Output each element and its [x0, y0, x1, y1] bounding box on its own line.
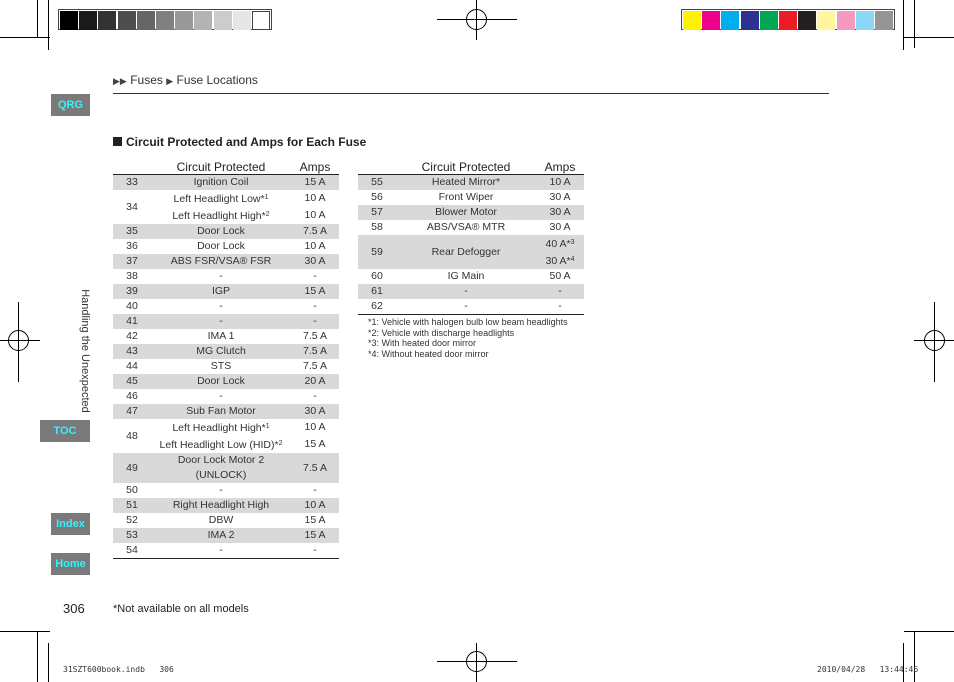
fuse-number: 49 — [113, 453, 151, 483]
color-bar — [681, 9, 895, 30]
circuit-cell: Blower Motor — [396, 205, 536, 220]
circuit-cell: - — [151, 314, 291, 329]
circuit-cell: ABS/VSA® MTR — [426, 221, 506, 233]
fuse-number: 33 — [113, 175, 151, 191]
circuit-cell: ABS FSR/VSA® FSR — [151, 254, 291, 269]
circuit-cell: Front Wiper — [438, 191, 494, 203]
footnote: *2: Vehicle with discharge headlights — [368, 327, 515, 338]
amps-cell: 10 A — [304, 192, 326, 204]
circuit-cell: - — [219, 270, 223, 282]
tab-home[interactable]: Home — [51, 553, 90, 575]
header-circuit: Circuit Protected — [396, 160, 536, 175]
color-swatch — [98, 11, 116, 30]
color-swatch — [875, 11, 893, 30]
circuit-cell: Left Headlight Low*$^1$ — [173, 193, 269, 205]
section-title: Circuit Protected and Amps for Each Fuse — [113, 135, 366, 149]
footnotes — [368, 317, 568, 359]
fuse-number: 59 — [358, 235, 396, 269]
table-row — [113, 389, 339, 404]
fuse-number: 52 — [126, 514, 138, 526]
table-row — [113, 175, 339, 191]
fuse-number: 42 — [126, 330, 138, 342]
fuse-number: 53 — [113, 528, 151, 543]
table-row — [113, 344, 339, 359]
square-bullet-icon — [113, 137, 122, 146]
amps-cell: 10 A — [291, 498, 339, 513]
chapter-label: Handling the Unexpected — [79, 289, 91, 413]
color-swatch — [118, 11, 136, 30]
table-row — [113, 404, 339, 419]
fuse-number: 62 — [358, 299, 396, 315]
color-swatch — [194, 11, 212, 30]
table-row — [358, 269, 584, 284]
fuse-table-right — [358, 160, 584, 315]
amps-cell: - — [313, 270, 317, 282]
table-row — [113, 269, 339, 284]
fuse-number: 58 — [371, 221, 383, 233]
fuse-number: 45 — [113, 374, 151, 389]
table-row — [113, 299, 339, 314]
fuse-number: 46 — [126, 390, 138, 402]
amps-cell: 10 A — [304, 240, 326, 252]
circuit-cell: Ignition Coil — [151, 175, 291, 191]
table-row — [358, 175, 584, 191]
circuit-cell: STS — [210, 360, 232, 372]
print-timestamp: 2010/04/28 13:44:46 — [817, 665, 919, 674]
footnote: *4: Without heated door mirror — [368, 348, 489, 359]
circuit-cell: Heated Mirror* — [396, 175, 536, 191]
amps-cell: 15 A — [291, 284, 339, 299]
table-row — [113, 254, 339, 269]
color-swatch — [137, 11, 155, 30]
amps-cell: - — [536, 299, 584, 315]
color-swatch — [856, 11, 874, 30]
table-row — [113, 419, 339, 436]
table-row — [113, 190, 339, 207]
fuse-number: 39 — [113, 284, 151, 299]
color-swatch — [779, 11, 797, 30]
amps-cell: 20 A — [291, 374, 339, 389]
circuit-cell: DBW — [208, 514, 234, 526]
fuse-number: 36 — [126, 240, 138, 252]
amps-cell: - — [291, 543, 339, 559]
tab-qrg[interactable]: QRG — [51, 94, 90, 116]
circuit-cell: IMA 2 — [151, 528, 291, 543]
circuit-cell: Sub Fan Motor — [151, 404, 291, 419]
availability-note: *Not available on all models — [113, 603, 249, 615]
breadcrumb-arrow-icon: ▶▶ — [113, 76, 127, 86]
table-row — [113, 543, 339, 559]
color-swatch — [702, 11, 720, 30]
fuse-number: 34 — [126, 200, 138, 213]
amps-cell: 15 A — [291, 528, 339, 543]
header-fuse-number — [358, 160, 396, 175]
circuit-cell: Right Headlight High — [151, 498, 291, 513]
table-row — [113, 483, 339, 498]
circuit-cell: Door Lock — [151, 224, 291, 239]
amps-cell: 10 A — [536, 175, 584, 191]
color-swatch — [817, 11, 835, 30]
color-swatch — [798, 11, 816, 30]
fuse-number: 41 — [113, 314, 151, 329]
fuse-number: 50 — [126, 484, 138, 496]
circuit-cell: - — [396, 299, 536, 315]
fuse-number: 48 — [126, 429, 138, 442]
amps-cell: 15 A — [304, 514, 326, 526]
table-row — [113, 528, 339, 543]
fuse-number: 44 — [126, 360, 138, 372]
fuse-number: 38 — [126, 270, 138, 282]
fuse-number: 47 — [113, 404, 151, 419]
table-row — [113, 498, 339, 513]
breadcrumb-item-fuse-locations[interactable]: Fuse Locations — [176, 73, 258, 87]
amps-cell: 7.5 A — [291, 344, 339, 359]
table-row — [113, 359, 339, 374]
amps-cell: 7.5 A — [291, 224, 339, 239]
amps-cell: 15 A — [291, 175, 339, 191]
table-row — [358, 235, 584, 252]
fuse-number: 54 — [113, 543, 151, 559]
circuit-cell: - — [396, 284, 536, 299]
fuse-number: 56 — [371, 191, 383, 203]
table-row — [358, 190, 584, 205]
fuse-number: 57 — [358, 205, 396, 220]
circuit-cell: Left Headlight High*$^1$ — [172, 422, 270, 434]
table-row — [113, 453, 339, 483]
amps-cell: 7.5 A — [291, 453, 339, 483]
circuit-cell: Door Lock — [151, 374, 291, 389]
fuse-number: 60 — [371, 270, 383, 282]
amps-cell: - — [313, 484, 317, 496]
header-divider — [113, 93, 829, 94]
color-swatch — [156, 11, 174, 30]
footnote: *1: Vehicle with halogen bulb low beam headlights — [368, 317, 568, 327]
circuit-cell: IMA 1 — [207, 330, 235, 342]
fuse-number: 43 — [113, 344, 151, 359]
color-swatch — [252, 11, 270, 30]
header-amps: Amps — [291, 160, 339, 175]
color-swatch — [837, 11, 855, 30]
color-swatch — [741, 11, 759, 30]
fuse-number: 55 — [358, 175, 396, 191]
table-row — [113, 224, 339, 239]
amps-cell: - — [313, 300, 317, 312]
amps-cell: 30 A — [291, 404, 339, 419]
fuse-number: 61 — [358, 284, 396, 299]
circuit-cell: Left Headlight High*$^2$ — [172, 210, 270, 222]
color-swatch — [214, 11, 232, 30]
print-file-info: 31SZT600book.indb 306 — [63, 665, 174, 674]
fuse-number: 37 — [113, 254, 151, 269]
header-amps: Amps — [536, 160, 584, 175]
circuit-cell: - — [219, 484, 223, 496]
table-row — [113, 239, 339, 254]
header-fuse-number — [113, 160, 151, 175]
tab-index[interactable]: Index — [51, 513, 90, 535]
amps-cell: 30 A*$^4$ — [536, 252, 584, 269]
circuit-cell: IGP — [151, 284, 291, 299]
circuit-cell: - — [219, 390, 223, 402]
table-row — [358, 284, 584, 299]
amps-cell: 30 A — [536, 205, 584, 220]
table-row — [358, 299, 584, 315]
footnote: *3: With heated door mirror — [368, 338, 477, 348]
amps-cell: 7.5 A — [303, 330, 327, 342]
amps-cell: 10 A — [304, 209, 326, 221]
page-number: 306 — [63, 601, 85, 616]
circuit-cell: - — [151, 543, 291, 559]
table-row — [113, 314, 339, 329]
table-row — [113, 284, 339, 299]
grayscale-bar — [58, 9, 272, 30]
amps-cell: 15 A — [304, 438, 326, 450]
circuit-cell: Rear Defogger — [396, 235, 536, 269]
table-row — [113, 513, 339, 528]
circuit-cell: Door Lock Motor 2 (UNLOCK) — [151, 453, 291, 483]
color-swatch — [79, 11, 97, 30]
amps-cell: 30 A — [549, 191, 571, 203]
amps-cell: 30 A — [291, 254, 339, 269]
amps-cell: 40 A*$^3$ — [536, 235, 584, 252]
circuit-cell: MG Clutch — [151, 344, 291, 359]
color-swatch — [175, 11, 193, 30]
table-row — [113, 329, 339, 344]
amps-cell: - — [313, 390, 317, 402]
amps-cell: - — [536, 284, 584, 299]
breadcrumb — [113, 73, 258, 87]
circuit-cell: Left Headlight Low (HID)*$^2$ — [159, 439, 283, 451]
amps-cell: 50 A — [549, 270, 571, 282]
fuse-table-left — [113, 160, 339, 559]
amps-cell: - — [291, 314, 339, 329]
fuse-number: 40 — [126, 300, 138, 312]
table-row — [113, 374, 339, 389]
fuse-number: 51 — [113, 498, 151, 513]
table-row — [358, 220, 584, 235]
color-swatch — [683, 11, 701, 30]
circuit-cell: Door Lock — [197, 240, 245, 252]
color-swatch — [760, 11, 778, 30]
circuit-cell: IG Main — [447, 270, 485, 282]
color-swatch — [60, 11, 78, 30]
color-swatch — [233, 11, 251, 30]
tab-toc[interactable]: TOC — [40, 420, 90, 442]
amps-cell: 7.5 A — [303, 360, 327, 372]
amps-cell: 30 A — [549, 221, 571, 233]
circuit-cell: - — [219, 300, 223, 312]
breadcrumb-arrow-icon: ▶ — [166, 76, 174, 86]
fuse-number: 35 — [113, 224, 151, 239]
breadcrumb-item-fuses[interactable]: Fuses — [130, 73, 163, 87]
header-circuit: Circuit Protected — [151, 160, 291, 175]
color-swatch — [721, 11, 739, 30]
table-row — [358, 205, 584, 220]
amps-cell: 10 A — [304, 421, 326, 433]
